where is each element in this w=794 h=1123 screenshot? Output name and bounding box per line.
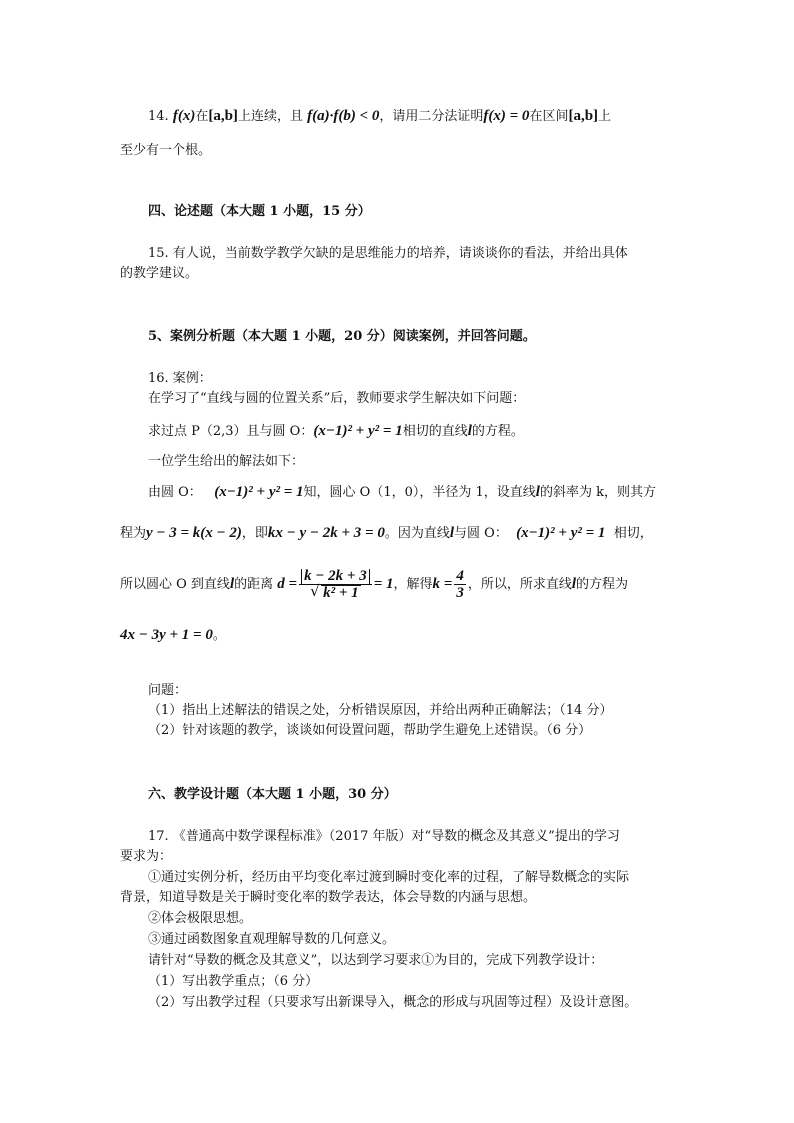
q16-question-2: （2）针对该题的教学，谈谈如何设置问题，帮助学生避免上述错误。（6 分） — [148, 723, 592, 738]
q16-questions-label: 问题： — [148, 683, 188, 698]
q17-requirement-1a: ①通过实例分析，经历由平均变化率过渡到瞬时变化率的过程，了解导数概念的实际 — [148, 870, 630, 885]
math-fx: f(x) — [172, 108, 196, 124]
q17-task-2: （2）写出教学过程（只要求写出新课导入，概念的形成与巩固等过程）及设计意图。 — [148, 995, 638, 1010]
q15-line1: 15. 有人说，当前数学教学欠缺的是思维能力的培养，请谈谈你的看法，并给出具体 — [148, 246, 628, 261]
q15-line2: 的教学建议。 — [120, 266, 199, 281]
q16-problem: 求过点 P（2,3）且与圆 O：(x−1)² + y² = 1相切的直线l的方程。 — [148, 423, 524, 439]
q17-requirement-1b: 背景，知道导数是关于瞬时变化率的数学表达，体会导数的内涵与思想。 — [120, 890, 537, 905]
q16-final-equation: 4x − 3y + 1 = 0。 — [120, 627, 226, 643]
q17-task-1: （1）写出教学重点；（6 分） — [148, 974, 319, 989]
section-heading-5: 5、案例分析题（本大题 1 小题，20 分）阅读案例，并回答问题。 — [148, 329, 536, 344]
k-fraction: $\frac{4}{3}$ — [456, 568, 464, 601]
section-heading-6: 六、教学设计题（本大题 1 小题，30 分） — [148, 787, 397, 802]
math-circle-equation: (x−1)² + y² = 1 — [313, 423, 403, 439]
q17-requirement-2: ②体会极限思想。 — [148, 911, 253, 926]
q17-requirement-3: ③通过函数图象直观理解导数的几何意义。 — [148, 932, 396, 947]
math-equation: f(x) = 0 — [483, 108, 530, 124]
q16-label: 16. 案例： — [148, 371, 212, 386]
q16-solution-line2: 程为y − 3 = k(x − 2)，即kx − y − 2k + 3 = 0。因为直线l与圆 O： (x−1)² + y² = 1 相切， — [120, 525, 653, 541]
q14-line1: 14. f(x)在[a,b]上连续，且 f(a)·f(b) < 0，请用二分法证明f(x) = 0在区间[a,b]上 — [148, 108, 612, 124]
math-interval: [a,b] — [208, 108, 238, 124]
q17-task: 请针对“导数的概念及其意义”，以达到学习要求①为目的，完成下列教学设计： — [148, 953, 604, 968]
q17-line2: 要求为： — [120, 849, 173, 864]
q16-solution-line3: 所以圆心 O 到直线l的距离 d = k − 2k + 3 √ k² + 1 = 1，解得k = $\frac{4}{3}$ ，所以，所求直线l的方程为 — [120, 568, 629, 601]
q16-question-1: （1）指出上述解法的错误之处，分析错误原因，并给出两种正确解法；（14 分） — [148, 703, 613, 718]
q16-solution-intro: 一位学生给出的解法如下： — [148, 454, 305, 469]
q17-line1: 17. 《普通高中数学课程标准》（2017 年版）对“导数的概念及其意义”提出的学习 — [148, 829, 620, 844]
q16-intro: 在学习了“直线与圆的位置关系”后，教师要求学生解决如下问题： — [148, 391, 526, 406]
math-condition: f(a)·f(b) < 0 — [307, 108, 380, 124]
q14-line2: 至少有一个根。 — [120, 143, 212, 158]
q16-solution-line1: 由圆 O： (x−1)² + y² = 1知，圆心 O（1，0），半径为 1，设直线l的斜率为 k，则其方 — [148, 484, 656, 500]
section-heading-4: 四、论述题（本大题 1 小题，15 分） — [148, 204, 371, 219]
distance-fraction: k − 2k + 3 √ k² + 1 — [299, 568, 372, 601]
